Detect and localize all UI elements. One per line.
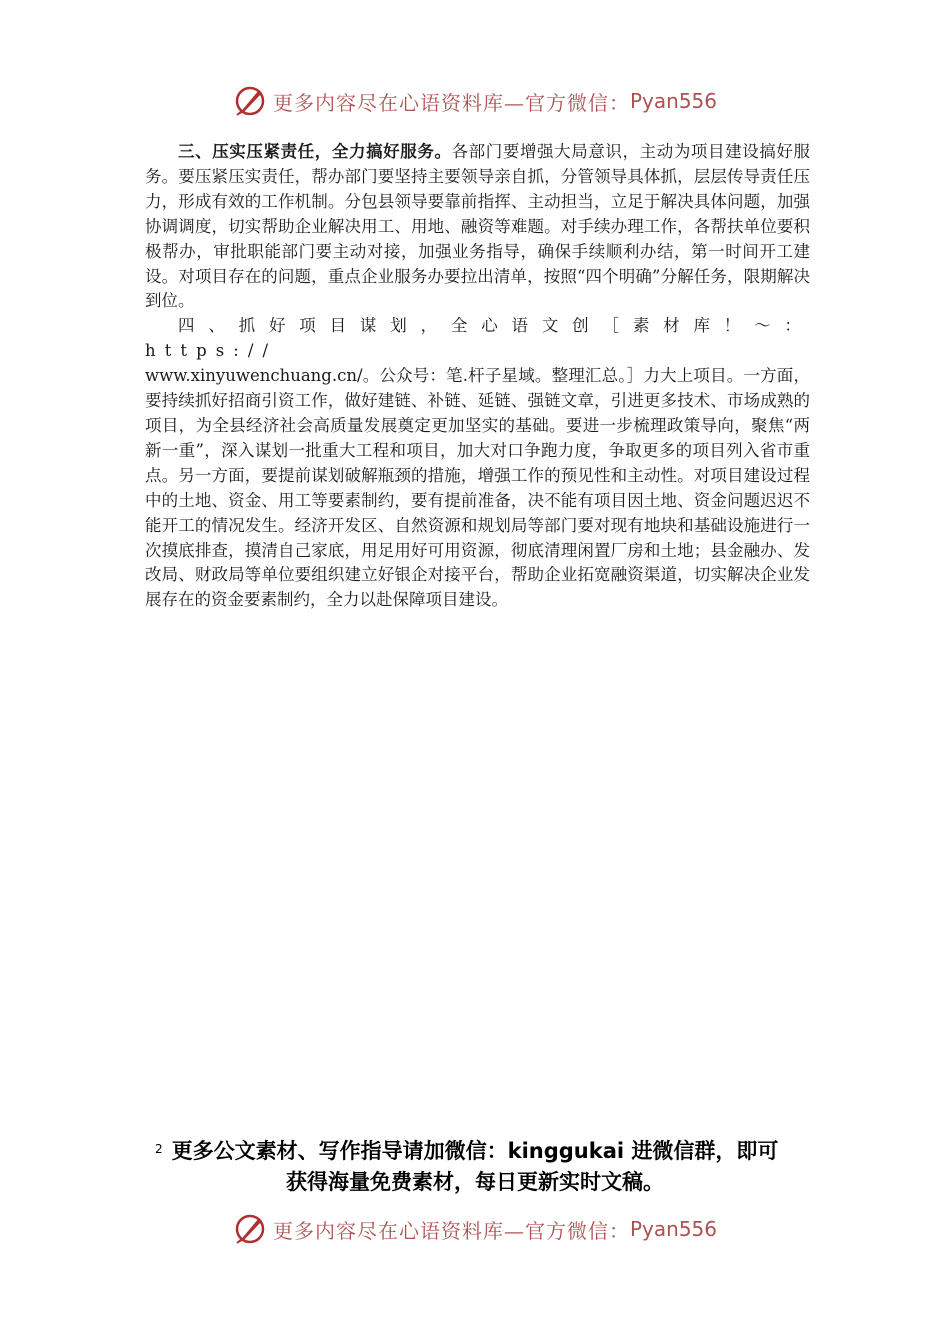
footer-line-2: 获得海量免费素材，每日更新实时文稿。 — [286, 1170, 664, 1194]
footer-line-1: 更多公文素材、写作指导请加微信：kinggukai 进微信群，即可 — [171, 1139, 779, 1163]
paragraph-3 — [145, 140, 810, 314]
paragraph-4-body: www.xinyuwenchuang.cn/。公众号：笔.杆子星域。整理汇总。］力大上项目。一方面，要持续抓好招商引资工作，做好建链、补链、延链、强链文章，引进更多技术、市场成熟的项目，为全县经济社会高质量发展奠定更加坚实的基础。要进一步梳理政策导向，聚焦“两新一重”，深入谋划一批重大工程和项目，加大对口争跑力度，争取更多的项目列入省市重点。另一方面，要提前谋划破解瓶颈的措施，增强工作的预见性和主动性。对项目建设过程中的土地、资金、用工等要素制约，要有提前准备，决不能有项目因土地、资金问题迟迟不能开工的情况发生。经济开发区、自然资源和规划局等部门要对现有地块和基础设施进行一次摸底排查，摸清自己家底，用足用好可用资源，彻底清理闲置厂房和土地；县金融办、发改局、财政局等单位要组织建立好银企对接平台，帮助企业拓宽融资渠道，切实解决企业发展存在的资金要素制约，全力以赴保障项目建设。 — [145, 366, 810, 610]
paragraph-3-heading: 三、压实压紧责任，全力搞好服务。 — [178, 142, 452, 161]
header-watermark — [0, 84, 950, 118]
quill-logo-icon — [233, 84, 267, 118]
watermark-text: 更多内容尽在心语资料库—官方微信： — [272, 1218, 630, 1243]
footer-promo — [150, 1136, 800, 1198]
watermark-text: 更多内容尽在心语资料库—官方微信： — [272, 90, 630, 115]
watermark-id: Pyan556 — [629, 1217, 717, 1241]
paragraph-4 — [145, 314, 810, 613]
document-body — [145, 140, 810, 613]
watermark-id: Pyan556 — [629, 89, 717, 113]
paragraph-3-body: 各部门要增强大局意识，主动为项目建设搞好服务。要压紧压实责任，帮办部门要坚持主要领导亲自抓，分管领导具体抓，层层传导责任压力，形成有效的工作机制。分包县领导要靠前指挥、主动担当，立足于解决具体问题，加强协调调度，切实帮助企业解决用工、用地、融资等难题。对手续办理工作，各帮扶单位要积极帮办，审批职能部门要主动对接，加强业务指导，确保手续顺利办结，第一时间开工建设。对项目存在的问题，重点企业服务办要拉出清单，按照“四个明确”分解任务，限期解决到位。 — [145, 142, 811, 311]
page-number: 2 — [155, 1142, 163, 1156]
quill-logo-icon — [233, 1212, 267, 1246]
footer-watermark — [0, 1212, 950, 1246]
paragraph-4-heading: 四、抓好项目谋划，全心语文创［素材库！～：https:// — [145, 316, 810, 361]
